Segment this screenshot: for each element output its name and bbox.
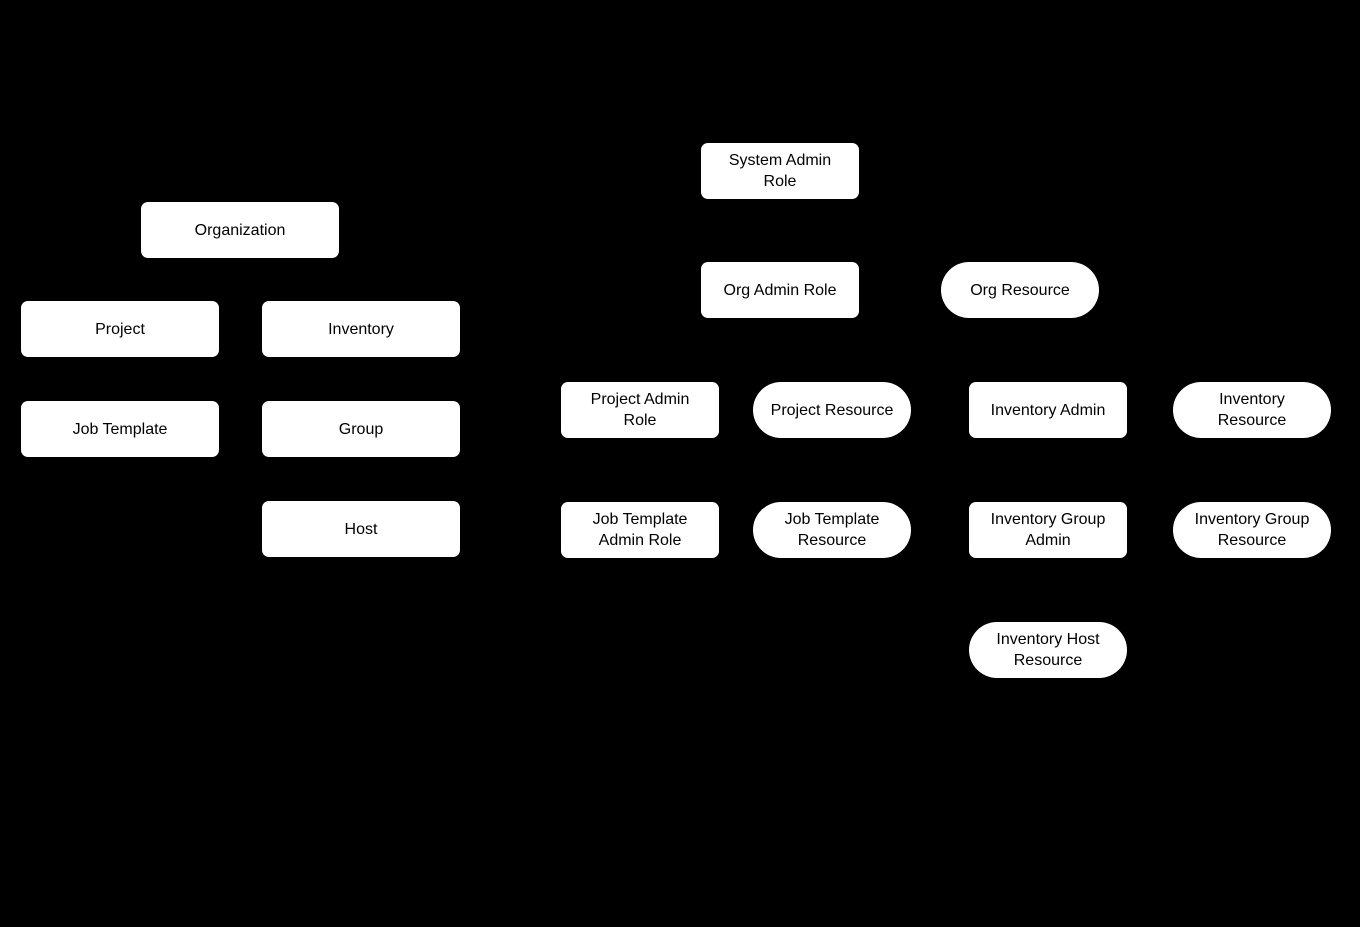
node-org-admin-role [701, 262, 859, 318]
node-label-line: Org Resource [970, 281, 1070, 299]
node-label-line: Project Resource [770, 401, 894, 419]
node-label-line: Admin Role [598, 532, 682, 549]
node-label-line: Organization [194, 221, 286, 239]
node-project-admin-role [561, 382, 719, 438]
node-label-line: Admin [1025, 532, 1071, 549]
node-host [262, 501, 460, 557]
node-label-line: Resource [1013, 652, 1083, 669]
node-organization [141, 202, 339, 258]
node-project-resource [753, 382, 911, 438]
node-label-line: Inventory Admin [990, 401, 1106, 419]
node-project [21, 301, 219, 357]
node-label-line: Org Admin Role [723, 281, 837, 299]
node-inventory-group-admin [969, 502, 1127, 558]
node-job-template-admin-role [561, 502, 719, 558]
node-label-line: Resource [1217, 532, 1287, 549]
node-label-line: Project [95, 320, 145, 338]
node-job-template-resource [753, 502, 911, 558]
node-label-line: Inventory Group [990, 511, 1106, 528]
node-label-line: Inventory [328, 320, 394, 338]
node-job-template [21, 401, 219, 457]
node-inventory-admin [969, 382, 1127, 438]
node-label-line: Resource [797, 532, 867, 549]
node-label-line: Project Admin [590, 391, 690, 408]
node-label-line: Inventory Group [1194, 511, 1310, 528]
node-inventory-resource [1173, 382, 1331, 438]
node-label-line: Role [623, 412, 657, 429]
node-org-resource [941, 262, 1099, 318]
node-label-line: System Admin [728, 152, 832, 169]
node-label-line: Host [344, 520, 378, 538]
node-label-line: Role [763, 173, 797, 190]
node-label-line: Job Template [72, 420, 168, 438]
node-label-line: Inventory Host [996, 631, 1100, 648]
node-inventory-group-resource [1173, 502, 1331, 558]
node-label-line: Resource [1217, 412, 1287, 429]
node-label-line: Group [338, 420, 384, 438]
node-label-line: Job Template [784, 511, 880, 528]
node-inventory-host-resource [969, 622, 1127, 678]
node-label-line: Inventory [1219, 391, 1285, 408]
node-inventory [262, 301, 460, 357]
node-label-line: Job Template [592, 511, 688, 528]
node-group [262, 401, 460, 457]
node-system-admin-role [701, 143, 859, 199]
